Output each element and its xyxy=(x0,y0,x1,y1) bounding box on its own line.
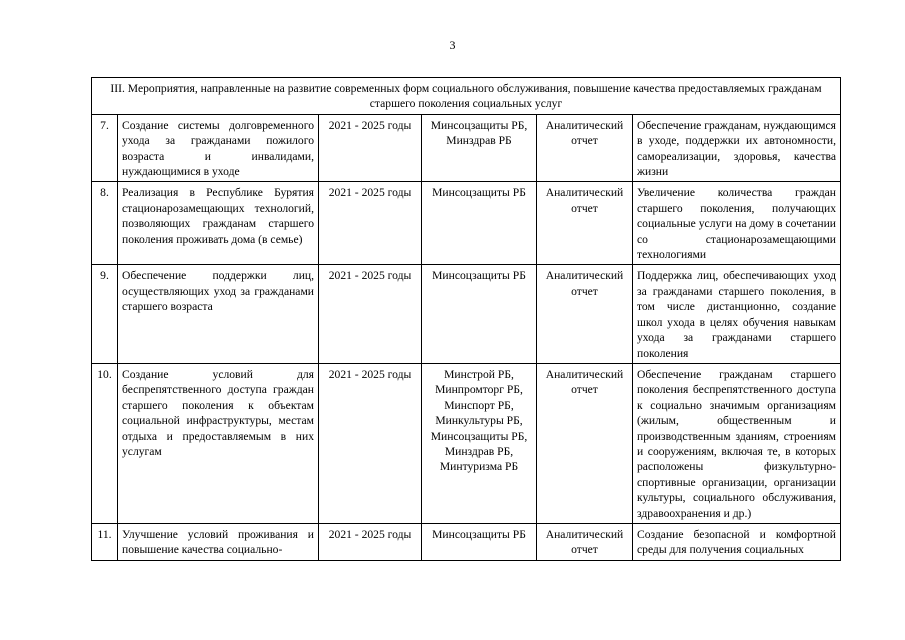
measure-cell: Обеспечение поддержки лиц, осуществляющих уход за гражданами старшего возраста xyxy=(118,265,319,363)
executors-cell: Минсоцзащиты РБ xyxy=(422,182,537,265)
section-title: III. Мероприятия, направленные на развитие современных форм социального обслуживания, повышение качества предоставляемых гражданам старшего поколения социальных услуг xyxy=(92,78,841,115)
measure-cell: Улучшение условий проживания и повышение качества социально- xyxy=(118,523,319,560)
report-cell: Аналитический отчет xyxy=(537,182,633,265)
result-cell: Поддержка лиц, обеспечивающих уход за гражданами старшего поколения, в том числе дистанционно, создание школ ухода в целях обучения навыкам ухода за гражданами старшего поколения xyxy=(633,265,841,363)
period-cell: 2021 - 2025 годы xyxy=(319,265,422,363)
period-cell: 2021 - 2025 годы xyxy=(319,523,422,560)
measure-cell: Реализация в Республике Бурятия стационарозамещающих технологий, позволяющих гражданам старшего поколения проживать дома (в семье) xyxy=(118,182,319,265)
measure-cell: Создание системы долговременного ухода за гражданами пожилого возраста и инвалидами, нуждающимися в уходе xyxy=(118,114,319,182)
row-number: 8. xyxy=(92,182,118,265)
period-cell: 2021 - 2025 годы xyxy=(319,363,422,523)
measures-table xyxy=(91,77,841,561)
result-cell: Увеличение количества граждан старшего поколения, получающих социальные услуги на дому в сочетании со стационарозамещающими технологиями xyxy=(633,182,841,265)
measure-cell: Создание условий для беспрепятственного доступа граждан старшего поколения к объектам социальной инфраструктуры, местам отдыха и предоставляемым в них услугам xyxy=(118,363,319,523)
report-cell: Аналитический отчет xyxy=(537,523,633,560)
table-row xyxy=(92,265,841,363)
report-cell: Аналитический отчет xyxy=(537,265,633,363)
row-number: 11. xyxy=(92,523,118,560)
period-cell: 2021 - 2025 годы xyxy=(319,114,422,182)
table-row xyxy=(92,114,841,182)
executors-cell: Минсоцзащиты РБ xyxy=(422,523,537,560)
row-number: 9. xyxy=(92,265,118,363)
table-row xyxy=(92,523,841,560)
result-cell: Обеспечение гражданам, нуждающимся в уходе, поддержки их автономности, самореализации, здоровья, качества жизни xyxy=(633,114,841,182)
table-row xyxy=(92,363,841,523)
period-cell: 2021 - 2025 годы xyxy=(319,182,422,265)
row-number: 7. xyxy=(92,114,118,182)
result-cell: Обеспечение гражданам старшего поколения беспрепятственного доступа к социально значимым организациям (жилым, общественным и производственным зданиям, строениям и сооружениям, включая те, в которых расположены физкультурно-спортивные организации, организации культуры, социального обслуживания, здравоохранения и др.) xyxy=(633,363,841,523)
report-cell: Аналитический отчет xyxy=(537,114,633,182)
executors-cell: Минсоцзащиты РБ xyxy=(422,265,537,363)
result-cell: Создание безопасной и комфортной среды для получения социальных xyxy=(633,523,841,560)
executors-cell: Минсоцзащиты РБ, Минздрав РБ xyxy=(422,114,537,182)
executors-cell: Минстрой РБ, Минпромторг РБ, Минспорт РБ, Минкультуры РБ, Минсоцзащиты РБ, Минздрав РБ, Минтуризма РБ xyxy=(422,363,537,523)
section-header-row xyxy=(92,78,841,115)
report-cell: Аналитический отчет xyxy=(537,363,633,523)
table-row xyxy=(92,182,841,265)
page-number: 3 xyxy=(449,38,456,52)
row-number: 10. xyxy=(92,363,118,523)
